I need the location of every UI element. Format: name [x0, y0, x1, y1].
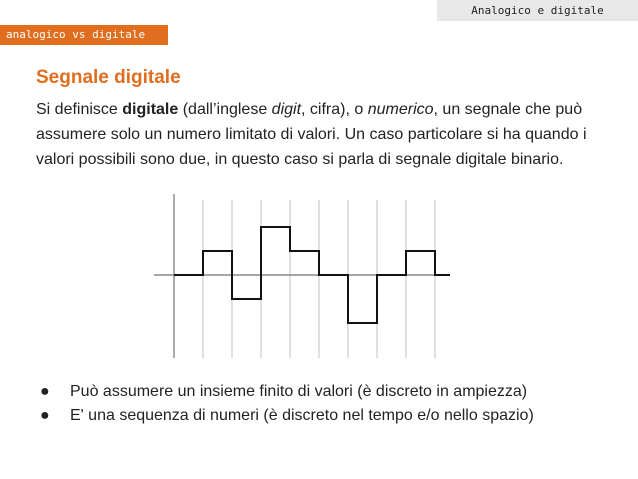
bullet-dot: ●	[40, 383, 50, 400]
definition-paragraph	[36, 97, 606, 172]
section-label: analogico vs digitale	[0, 25, 168, 45]
bullet-dot: ●	[40, 407, 50, 424]
para-text-4: , un segnale che può assumere solo un numero limitato di valori. Un caso particolare si ha quando i valori possibili sono due, in questo caso si parla di segnale digitale binario.	[36, 101, 587, 168]
bullet-item	[40, 404, 534, 428]
para-text-1: Si definisce	[36, 101, 123, 118]
para-bold-digitale: digitale	[122, 101, 179, 118]
bullet-text: E' una sequenza di numeri (è discreto nel tempo e/o nello spazio)	[70, 407, 534, 424]
bullet-item	[40, 380, 534, 404]
bullet-text: Può assumere un insieme finito di valori (è discreto in ampiezza)	[70, 383, 528, 400]
para-italic-numerico: numerico	[367, 101, 434, 118]
digital-signal-figure	[150, 190, 450, 362]
slide-title: Segnale digitale	[36, 67, 181, 88]
para-text-3: , cifra), o	[301, 101, 368, 118]
para-text-2: (dall’inglese	[178, 101, 272, 118]
para-italic-digit: digit	[271, 101, 302, 118]
bullet-list	[40, 380, 534, 428]
slide-header-title: Analogico e digitale	[437, 0, 638, 21]
